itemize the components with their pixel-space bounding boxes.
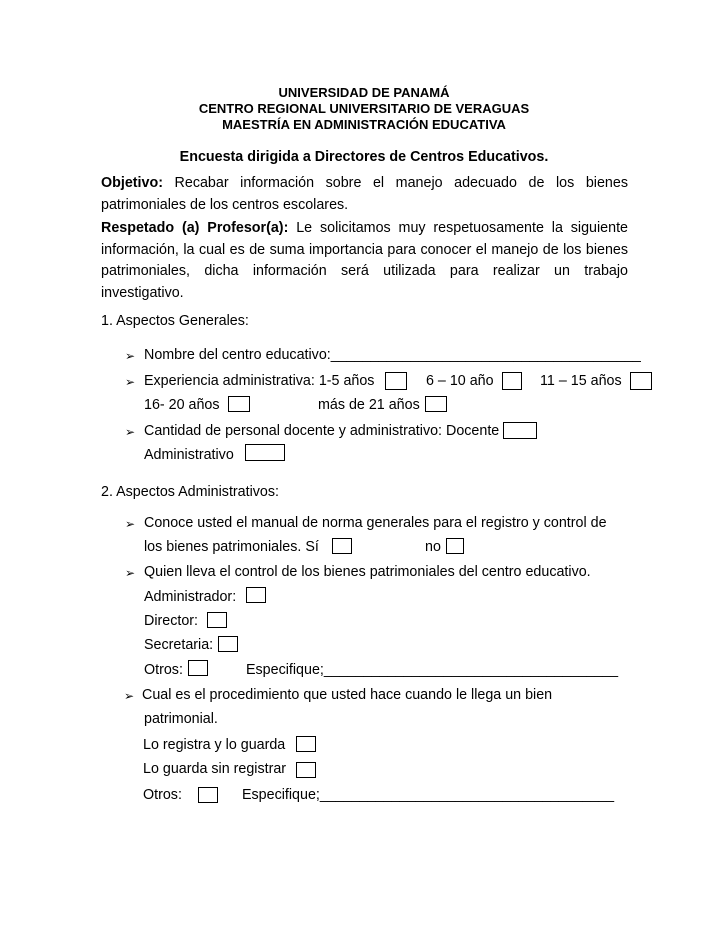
staff-label: Cantidad de personal docente y administrativo: Docente: [144, 423, 500, 439]
q2-option-otros: Otros:: [144, 662, 183, 678]
objective-label: Objetivo:: [101, 175, 163, 191]
checkbox-exp-11-15[interactable]: [630, 372, 652, 390]
q3-specify-field[interactable]: Especifique;_____________________________________: [242, 787, 615, 803]
exp-option-6-10: 6 – 10 año: [426, 373, 494, 389]
q1-no-label: no: [425, 539, 441, 555]
section2-title: 2. Aspectos Administrativos:: [101, 484, 279, 500]
school-name-label: Nombre del centro educativo:_______________________________________: [144, 347, 641, 363]
greeting-line-4: investigativo.: [101, 285, 184, 302]
q1-line-2: los bienes patrimoniales. Sí: [144, 539, 319, 555]
section1-title: 1. Aspectos Generales:: [101, 313, 249, 329]
staff-admin-label: Administrativo: [144, 447, 234, 463]
checkbox-otros-q3[interactable]: [198, 787, 218, 803]
q3-option-otros: Otros:: [143, 787, 182, 803]
q2-option-secretaria: Secretaria:: [144, 637, 214, 653]
checkbox-exp-1-5[interactable]: [385, 372, 407, 390]
checkbox-registra[interactable]: [296, 736, 316, 752]
checkbox-secretaria[interactable]: [218, 636, 238, 652]
checkbox-exp-16-20[interactable]: [228, 396, 250, 412]
exp-option-11-15: 11 – 15 años: [540, 373, 622, 389]
arrow-bullet-icon: ➢: [125, 425, 136, 439]
q2-option-director: Director:: [144, 613, 199, 629]
objective-paragraph: [101, 173, 628, 216]
checkbox-administrador[interactable]: [246, 587, 266, 603]
checkbox-otros-q2[interactable]: [188, 660, 208, 676]
checkbox-si[interactable]: [332, 538, 352, 554]
input-docente[interactable]: [503, 422, 537, 439]
q1-line-1: Conoce usted el manual de norma generales para el registro y control de: [144, 515, 607, 531]
q3-option-registra: Lo registra y lo guarda: [143, 737, 286, 753]
checkbox-exp-6-10[interactable]: [502, 372, 522, 390]
university-name: UNIVERSIDAD DE PANAMÁ: [278, 85, 450, 100]
greeting-line-1: Le solicitamos muy respetuosamente la siguiente: [296, 220, 628, 236]
q2-specify-field[interactable]: Especifique;_____________________________________: [246, 662, 619, 678]
q3-option-sin-registrar: Lo guarda sin registrar: [143, 761, 287, 777]
school-name-field[interactable]: _______________________________________: [330, 347, 641, 363]
q3-line-1: Cual es el procedimiento que usted hace cuando le llega un bien: [142, 687, 553, 703]
greeting-paragraph: [101, 218, 628, 305]
arrow-bullet-icon: ➢: [125, 566, 136, 580]
objective-text-2: patrimoniales de los centros escolares.: [101, 196, 349, 213]
checkbox-sin-registrar[interactable]: [296, 762, 316, 778]
q3-line-2: patrimonial.: [144, 711, 218, 727]
greeting-line-3: patrimoniales, dicha información será utilizada para realizar un trabajo: [101, 263, 628, 280]
exp-option-21-plus: más de 21 años: [318, 397, 420, 413]
q2-option-administrador: Administrador:: [144, 589, 237, 605]
exp-option-16-20: 16- 20 años: [144, 397, 220, 413]
greeting-line-2: información, la cual es de suma importancia para conocer el manejo de los bienes: [101, 241, 628, 258]
q2-question: Quien lleva el control de los bienes patrimoniales del centro educativo.: [144, 564, 591, 580]
checkbox-no[interactable]: [446, 538, 464, 554]
regional-center: CENTRO REGIONAL UNIVERSITARIO DE VERAGUAS: [198, 101, 530, 116]
arrow-bullet-icon: ➢: [124, 689, 135, 703]
arrow-bullet-icon: ➢: [125, 517, 136, 531]
checkbox-director[interactable]: [207, 612, 227, 628]
input-administrativo[interactable]: [245, 444, 285, 461]
arrow-bullet-icon: ➢: [125, 349, 136, 363]
survey-title: Encuesta dirigida a Directores de Centros Educativos.: [179, 149, 549, 165]
checkbox-exp-21-plus[interactable]: [425, 396, 447, 412]
masters-program: MAESTRÍA EN ADMINISTRACIÓN EDUCATIVA: [222, 117, 506, 132]
greeting-label: Respetado (a) Profesor(a):: [101, 220, 289, 236]
arrow-bullet-icon: ➢: [125, 375, 136, 389]
experience-label: Experiencia administrativa: 1-5 años: [144, 373, 375, 389]
objective-text-1: Recabar información sobre el manejo adecuado de los bienes: [174, 175, 628, 191]
